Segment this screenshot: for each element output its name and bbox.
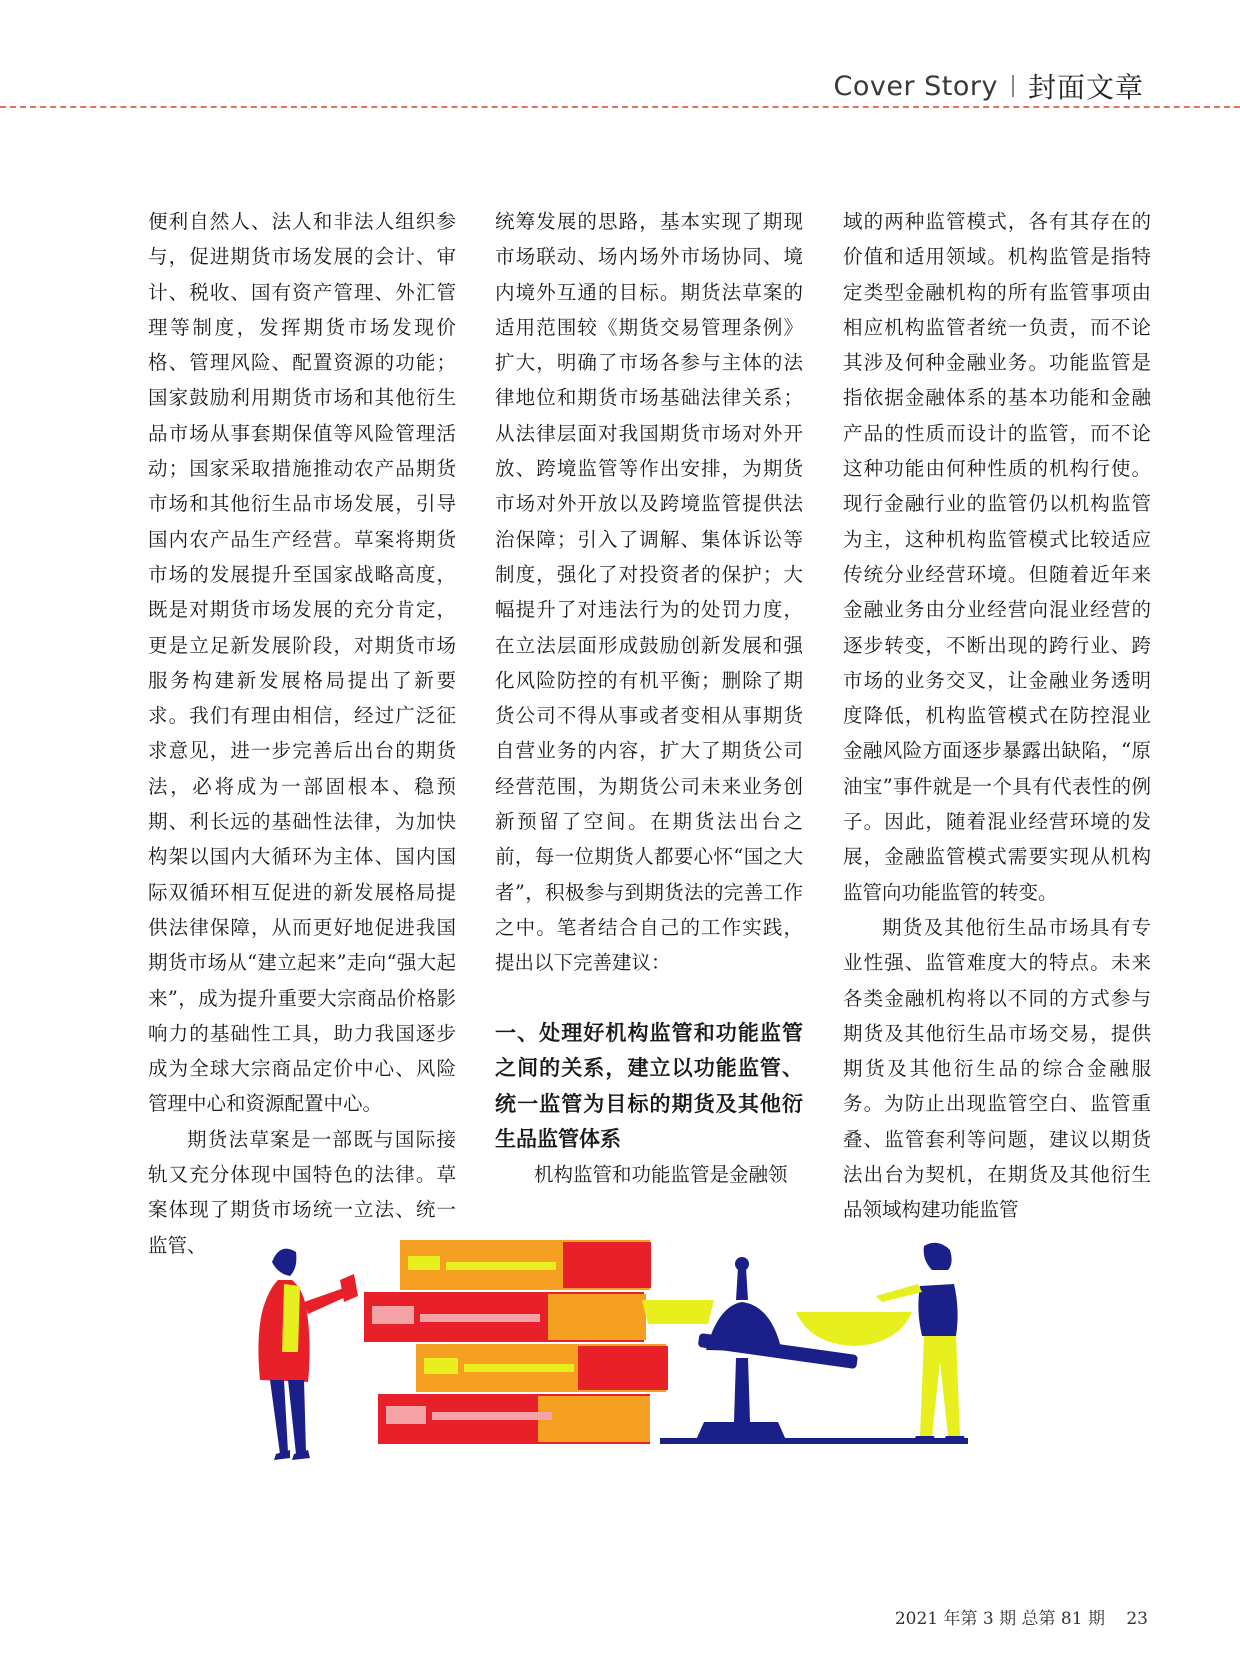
column-2-paragraph-2: 机构监管和功能监管是金融领 [534,1162,788,1186]
column-3-paragraph-1: 域的两种监管模式，各有其存在的价值和适用领域。机构监管是指特定类型金融机构的所有监管事项由相应机构监管者统一负责，而不论其涉及何种金融业务。功能监管是指依据金融体系的基本功能和金融产品的性质而设计的监管，而不论这种功能由何种性质的机构行使。现行金融行业的监管仍以机构监管为主，这种机构监管模式比较适应传统分业经营环境。但随着近年来金融业务由分业经营向混业经营的逐步转变，不断出现的跨行业、跨市场的业务交叉，让金融业务透明度降低，机构监管模式在防控混业金融风险方面逐步暴露出缺陷，“原油宝”事件就是一个具有代表性的例子。因此，随着混业经营环境的发展，金融监管模式需要实现从机构监管向功能监管的转变。 [843,210,1151,904]
page-number: 23 [1126,1609,1148,1629]
header-dashed-rule [0,106,1240,108]
section-label-cn: 封面文章 [1027,71,1144,104]
man-figure [876,1243,966,1444]
section-label-en: Cover Story [833,70,998,102]
book-stack [364,1240,668,1444]
column-3-paragraph-2: 期货及其他衍生品市场具有专业性强、监管难度大的特点。未来各类金融机构将以不同的方式参与期货及其他衍生品市场交易，提供期货及其他衍生品的综合金融服务。为防止出现监管空白、监管重叠、监管套利等问题，建议以期货法出台为契机，在期货及其他衍生品领域构建功能监管 [843,915,1151,1222]
column-1-paragraph-1: 便利自然人、法人和非法人组织参与，促进期货市场发展的会计、审计、税收、国有资产管理、外汇管理等制度，发挥期货市场发现价格、管理风险、配置资源的功能；国家鼓励利用期货市场和其他衍生品市场从事套期保值等风险管理活动；国家采取措施推动农产品期货市场和其他衍生品市场发展，引导国内农产品生产经营。草案将期货市场的发展提升至国家战略高度，既是对期货市场发展的充分肯定，更是立足新发展阶段，对期货市场服务构建新发展格局提出了新要求。我们有理由相信，经过广泛征求意见，进一步完善后出台的期货法，必将成为一部固根本、稳预期、利长远的基础性法律，为加快构架以国内大循环为主体、国内国际双循环相互促进的新发展格局提供法律保障，从而更好地促进我国期货市场从“建立起来”走向“强大起来”，成为提升重要大宗商品价格影响力的基础性工具，助力我国逐步成为全球大宗商品定价中心、风险管理中心和资源配置中心。 [148,210,456,1116]
column-1 [148,204,456,1263]
header-separator [1012,75,1014,97]
books-and-scale-illustration [248,1240,1008,1510]
section-heading: 一、处理好机构监管和功能监管之间的关系，建立以功能监管、统一监管为目标的期货及其他衍生品监管体系 [495,1019,803,1152]
woman-figure [258,1249,358,1460]
section-header [834,66,1144,106]
column-3 [843,204,1151,1228]
balance-scale [642,1257,968,1444]
page-footer [895,1604,1148,1629]
column-1-paragraph-2: 期货法草案是一部既与国际接轨又充分体现中国特色的法律。草案体现了期货市场统一立法、统一监管、 [148,1127,456,1257]
column-2-paragraph-1: 统筹发展的思路，基本实现了期现市场联动、场内场外市场协同、境内境外互通的目标。期货法草案的适用范围较《期货交易管理条例》扩大，明确了市场各参与主体的法律地位和期货市场基础法律关系；从法律层面对我国期货市场对外开放、跨境监管等作出安排，为期货市场对外开放以及跨境监管提供法治保障；引入了调解、集体诉讼等制度，强化了对投资者的保护；大幅提升了对违法行为的处罚力度，在立法层面形成鼓励创新发展和强化风险防控的有机平衡；删除了期货公司不得从事或者变相从事期货自营业务的内容，扩大了期货公司经营范围，为期货公司未来业务创新预留了空间。在期货法出台之前，每一位期货人都要心怀“国之大者”，积极参与到期货法的完善工作之中。笔者结合自己的工作实践，提出以下完善建议： [495,210,803,975]
issue-info: 2021 年第 3 期 总第 81 期 [894,1609,1105,1629]
column-2 [495,204,803,1192]
